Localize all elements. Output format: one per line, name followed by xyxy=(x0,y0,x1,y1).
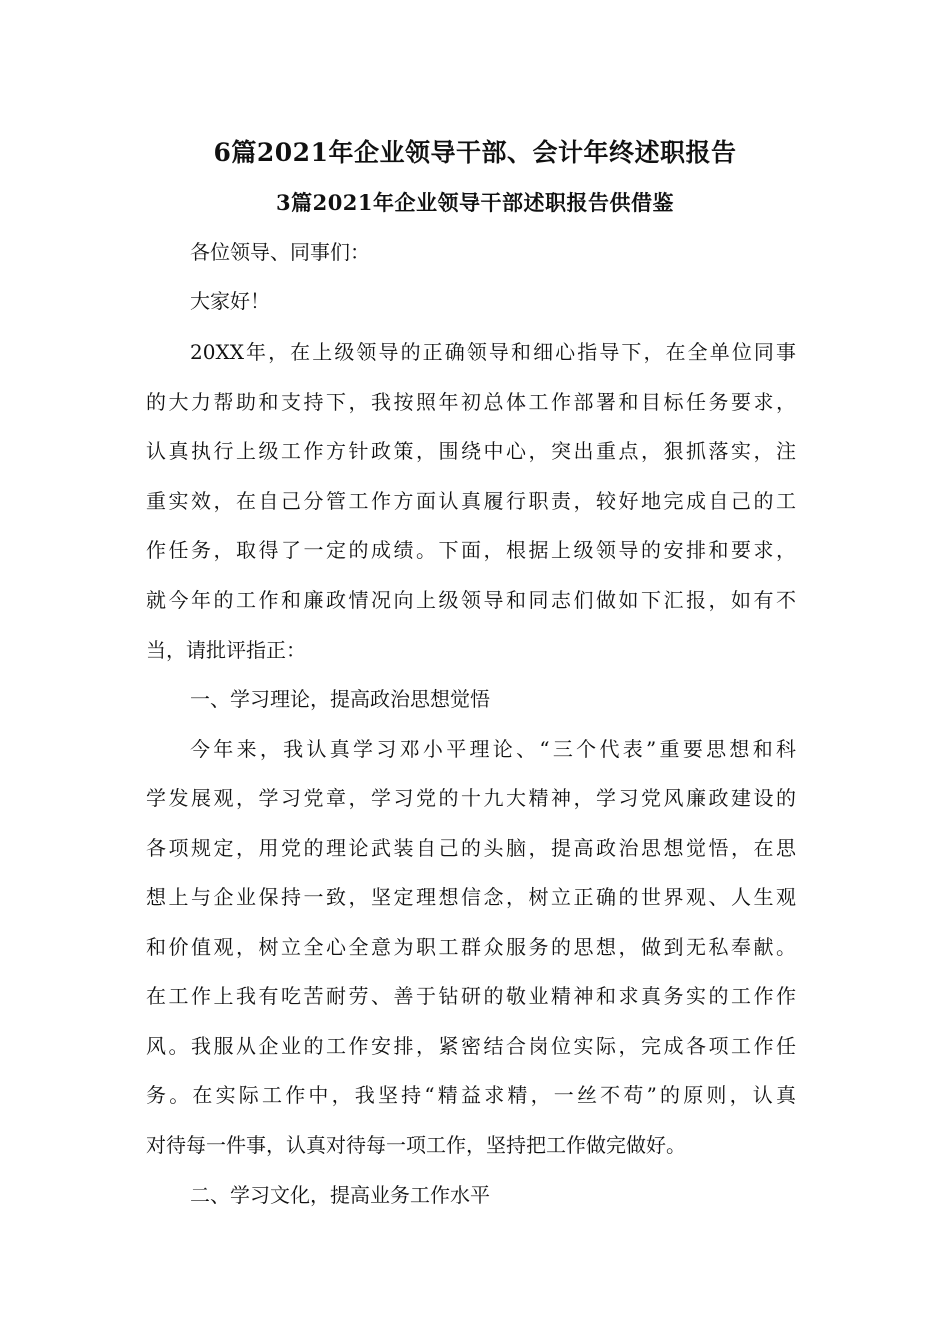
paragraph-line: 各项规定，用党的理论武装自己的头脑，提高政治思想觉悟，在思 xyxy=(146,836,796,860)
section-heading: 二、学习文化，提高业务工作水平 xyxy=(190,1183,490,1207)
paragraph-line: 20XX年，在上级领导的正确领导和细心指导下，在全单位同事 xyxy=(190,340,796,364)
paragraph-line: 在工作上我有吃苦耐劳、善于钻研的敬业精神和求真务实的工作作 xyxy=(146,984,796,1008)
paragraph-line: 和价值观，树立全心全意为职工群众服务的思想，做到无私奉献。 xyxy=(146,935,796,959)
paragraph-line: 对待每一件事，认真对待每一项工作，坚持把工作做完做好。 xyxy=(146,1133,686,1157)
salutation-line: 各位领导、同事们： xyxy=(190,240,370,264)
paragraph-line: 的大力帮助和支持下，我按照年初总体工作部署和目标任务要求， xyxy=(146,390,796,414)
paragraph-line: 就今年的工作和廉政情况向上级领导和同志们做如下汇报，如有不 xyxy=(146,588,796,612)
paragraph-line: 想上与企业保持一致，坚定理想信念，树立正确的世界观、人生观 xyxy=(146,885,796,909)
paragraph-line: 学发展观，学习党章，学习党的十九大精神，学习党风廉政建设的 xyxy=(146,786,796,810)
paragraph-line: 作任务，取得了一定的成绩。下面，根据上级领导的安排和要求， xyxy=(146,538,796,562)
greeting-line: 大家好！ xyxy=(190,289,270,313)
paragraph-line: 认真执行上级工作方针政策，围绕中心，突出重点，狠抓落实，注 xyxy=(146,439,796,463)
section-heading: 一、学习理论，提高政治思想觉悟 xyxy=(190,687,490,711)
paragraph-line: 今年来，我认真学习邓小平理论、“三个代表”重要思想和科 xyxy=(190,737,796,761)
paragraph-line: 当，请批评指正： xyxy=(146,638,306,662)
document-subtitle: 3篇2021年企业领导干部述职报告供借鉴 xyxy=(275,190,675,215)
document-title: 6篇2021年企业领导干部、会计年终述职报告 xyxy=(213,138,737,167)
paragraph-line: 风。我服从企业的工作安排，紧密结合岗位实际，完成各项工作任 xyxy=(146,1034,796,1058)
paragraph-line: 重实效，在自己分管工作方面认真履行职责，较好地完成自己的工 xyxy=(146,489,796,513)
paragraph-line: 务。在实际工作中，我坚持“精益求精，一丝不苟”的原则，认真 xyxy=(146,1083,796,1107)
